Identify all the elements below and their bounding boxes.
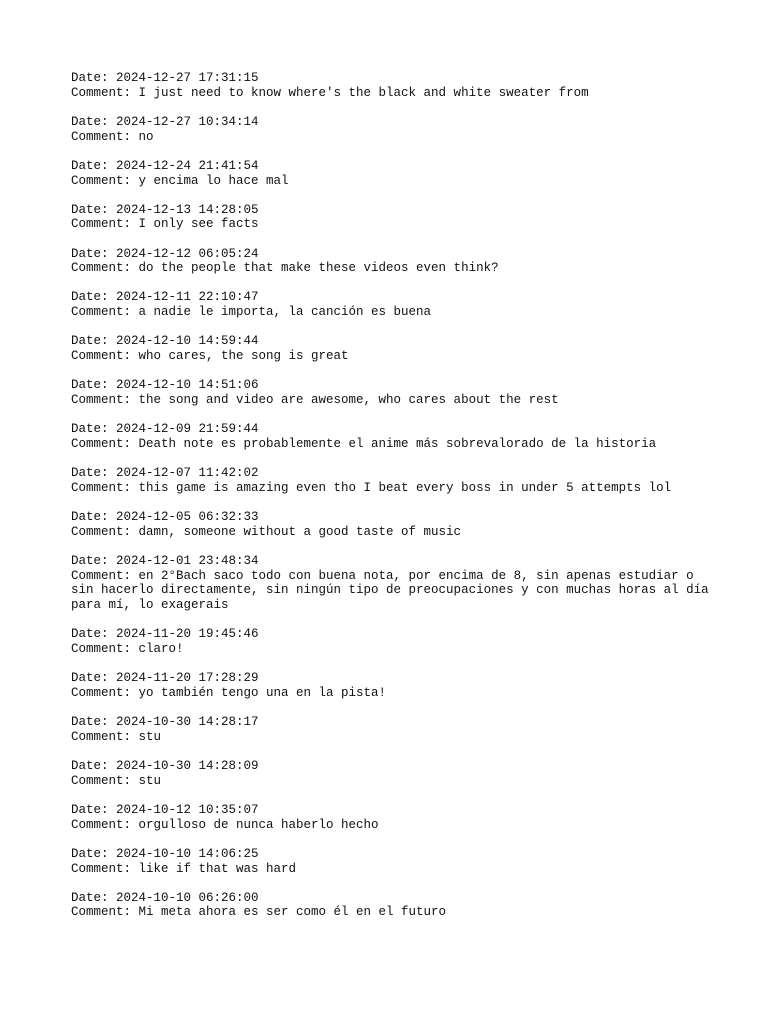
comment-date: Date: 2024-12-01 23:48:34 (71, 553, 259, 568)
comment-text: Comment: Death note es probablemente el anime más sobrevalorado de la historia (71, 436, 657, 451)
comment-date: Date: 2024-10-30 14:28:17 (71, 715, 259, 730)
comment-entry (71, 203, 711, 233)
comment-entry (71, 115, 711, 145)
comment-text: Comment: I just need to know where's the black and white sweater from (71, 85, 589, 100)
comment-entry (71, 334, 711, 364)
comment-entry (71, 71, 711, 101)
comment-date: Date: 2024-12-27 10:34:14 (71, 114, 259, 129)
comment-text: Comment: no (71, 129, 154, 144)
comment-entry (71, 671, 711, 701)
comment-entry (71, 247, 711, 277)
comment-date: Date: 2024-12-07 11:42:02 (71, 466, 259, 481)
comment-text: Comment: y encima lo hace mal (71, 173, 289, 188)
comment-text: Comment: stu (71, 729, 162, 744)
comment-date: Date: 2024-10-12 10:35:07 (71, 802, 259, 817)
comment-entry (71, 759, 711, 789)
comment-date: Date: 2024-10-10 06:26:00 (71, 890, 259, 905)
comment-entry (71, 803, 711, 833)
comment-date: Date: 2024-10-30 14:28:09 (71, 758, 259, 773)
comment-date: Date: 2024-12-09 21:59:44 (71, 422, 259, 437)
comment-entry (71, 510, 711, 540)
comment-date: Date: 2024-10-10 14:06:25 (71, 846, 259, 861)
comment-text: Comment: like if that was hard (71, 861, 297, 876)
comment-entry (71, 553, 717, 613)
comment-text: Comment: a nadie le importa, la canción es buena (71, 305, 432, 320)
comment-date: Date: 2024-12-12 06:05:24 (71, 246, 259, 261)
comment-entry (71, 627, 711, 657)
comment-text: Comment: damn, someone without a good taste of music (71, 524, 462, 539)
comment-text: Comment: this game is amazing even tho I beat every boss in under 5 attempts lol (71, 480, 672, 495)
comment-date: Date: 2024-12-24 21:41:54 (71, 158, 259, 173)
comment-entry (71, 715, 711, 745)
comment-text: Comment: en 2°Bach saco todo con buena nota, por encima de 8, sin apenas estudiar o sin hacerlo directamente, sin ningún tipo de preocupaciones y con muchas horas al día para mí, lo exagerais (71, 568, 717, 613)
comment-entry (71, 847, 711, 877)
comment-date: Date: 2024-12-11 22:10:47 (71, 290, 259, 305)
comment-text: Comment: orgulloso de nunca haberlo hecho (71, 817, 379, 832)
comment-text: Comment: yo también tengo una en la pista! (71, 685, 387, 700)
comment-log-page (71, 71, 717, 935)
comment-text: Comment: I only see facts (71, 217, 259, 232)
comment-text: Comment: stu (71, 773, 162, 788)
comment-date: Date: 2024-11-20 17:28:29 (71, 671, 259, 686)
comment-entry (71, 159, 711, 189)
comment-entry (71, 422, 711, 452)
comment-date: Date: 2024-12-13 14:28:05 (71, 202, 259, 217)
comment-text: Comment: do the people that make these videos even think? (71, 261, 499, 276)
comment-date: Date: 2024-12-10 14:59:44 (71, 334, 259, 349)
comment-entry (71, 891, 711, 921)
comment-date: Date: 2024-12-10 14:51:06 (71, 378, 259, 393)
comment-text: Comment: Mi meta ahora es ser como él en el futuro (71, 905, 447, 920)
comment-text: Comment: the song and video are awesome, who cares about the rest (71, 393, 559, 408)
comment-text: Comment: claro! (71, 642, 184, 657)
comment-entry (71, 378, 711, 408)
comment-entry (71, 466, 711, 496)
comment-text: Comment: who cares, the song is great (71, 349, 349, 364)
comment-date: Date: 2024-11-20 19:45:46 (71, 627, 259, 642)
comment-entry (71, 290, 711, 320)
comment-date: Date: 2024-12-27 17:31:15 (71, 71, 259, 85)
comment-date: Date: 2024-12-05 06:32:33 (71, 509, 259, 524)
